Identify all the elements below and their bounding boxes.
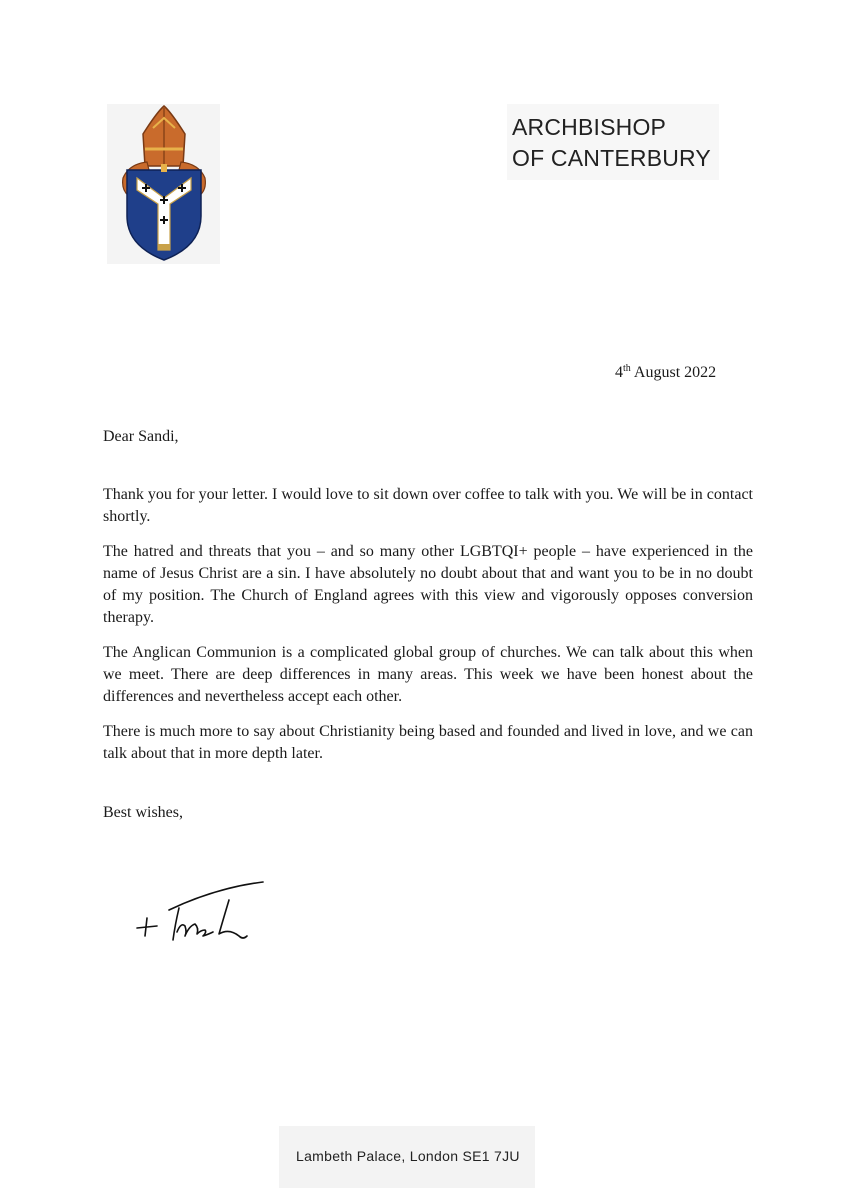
body-paragraph-4: There is much more to say about Christianity being based and founded and lived in love, and we can talk about that in more depth later. (103, 723, 753, 762)
letterhead-title (512, 112, 711, 174)
letterhead-line-2: OF CANTERBURY (512, 145, 711, 171)
crest-icon (107, 104, 220, 264)
date-ordinal: th (623, 363, 631, 374)
signature (125, 870, 275, 955)
crest-logo (107, 104, 220, 264)
footer-address: Lambeth Palace, London SE1 7JU (296, 1148, 520, 1164)
letterhead-line-1: ARCHBISHOP (512, 114, 667, 140)
date-day: 4 (615, 364, 623, 381)
date-month-year: August 2022 (633, 364, 717, 381)
body-paragraph-1: Thank you for your letter. I would love to sit down over coffee to talk with you. We will be in contact shortly. (103, 486, 753, 525)
signature-icon (125, 870, 275, 950)
closing: Best wishes, (103, 804, 183, 821)
letter-date (615, 364, 716, 382)
body-paragraph-3: The Anglican Communion is a complicated global group of churches. We can talk about this when we meet. There are deep differences in many areas. This week we have been honest about the differences and nevertheless accept each other. (103, 644, 753, 705)
body-paragraph-2: The hatred and threats that you – and so many other LGBTQI+ people – have experienced in the name of Jesus Christ are a sin. I have absolutely no doubt about that and want you to be in no doubt of my position. The Church of England agrees with this view and vigorously opposes conversion therapy. (103, 543, 753, 626)
salutation: Dear Sandi, (103, 428, 179, 445)
letter-body (103, 484, 753, 778)
